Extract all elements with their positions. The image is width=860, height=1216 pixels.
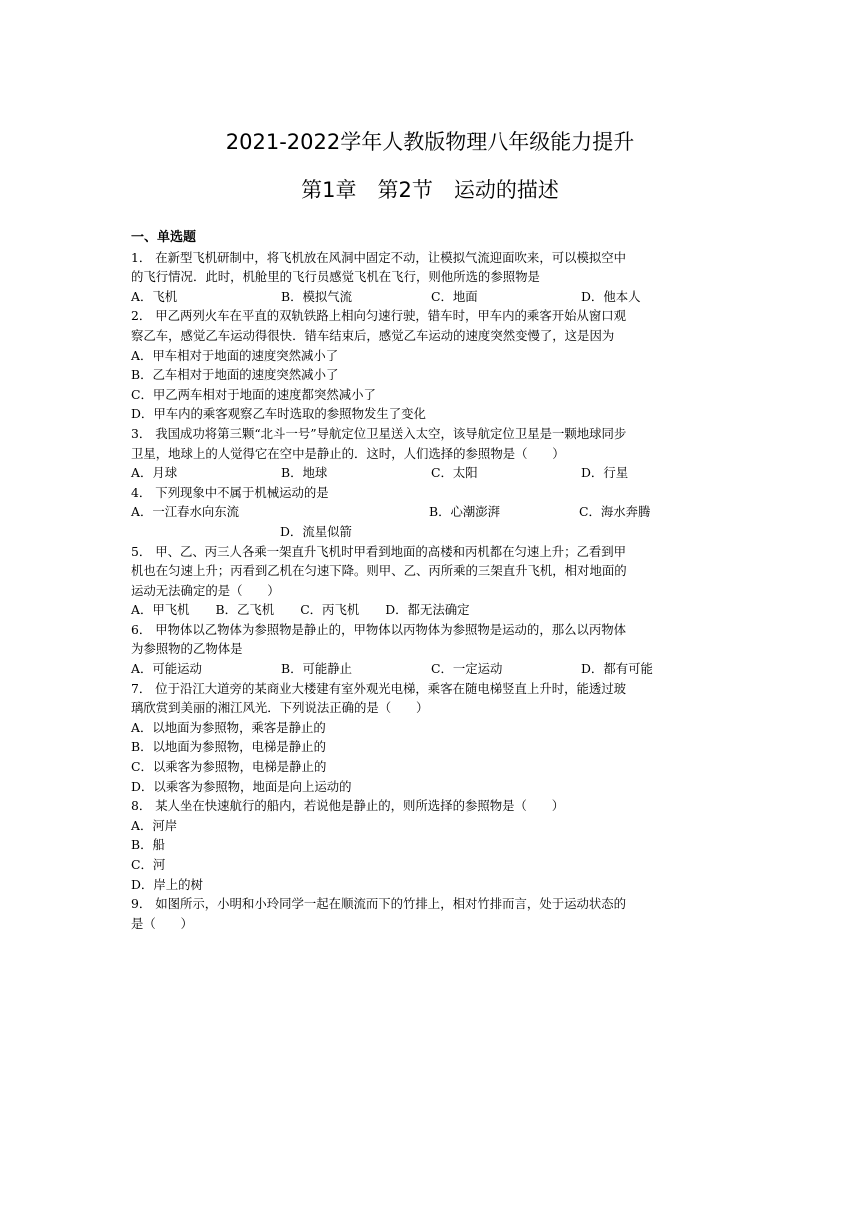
question-list: [131, 228, 731, 933]
question-text: 9． 如图所示，小明和小玲同学一起在顺流而下的竹排上，相对竹排而言，处于运动状态的: [131, 896, 627, 912]
option-c: C．太阳: [431, 465, 478, 481]
question-text: 运动无法确定的是（ ）: [131, 582, 280, 598]
option-d: D．他本人: [581, 288, 641, 304]
question-1: [131, 248, 731, 307]
option-a: A．飞机: [131, 288, 178, 304]
option-d: D．行星: [581, 465, 629, 481]
option-d: D．都有可能: [581, 661, 653, 677]
question-text: 2． 甲乙两列火车在平直的双轨铁路上相向匀速行驶，错车时，甲车内的乘客开始从窗口观: [131, 308, 627, 324]
option-d: D．甲车内的乘客观察乙车时选取的参照物发生了变化: [131, 406, 426, 422]
option-row: [131, 502, 731, 522]
question-7: [131, 679, 731, 797]
option-c: C．一定运动: [431, 661, 503, 677]
option-d: D．都无法确定: [385, 602, 470, 618]
question-5: [131, 542, 731, 620]
question-9: [131, 894, 731, 933]
option-b: B．乙车相对于地面的速度突然减小了: [131, 367, 339, 383]
option-row: [131, 659, 731, 679]
option-row: [131, 600, 731, 620]
option-b: B．以地面为参照物，电梯是静止的: [131, 739, 326, 755]
question-8: [131, 796, 731, 894]
option-c: C．地面: [431, 288, 478, 304]
question-2: [131, 306, 731, 424]
option-c: C．以乘客为参照物，电梯是静止的: [131, 759, 327, 775]
question-text: 1． 在新型飞机研制中，将飞机放在风洞中固定不动，让模拟气流迎面吹来，可以模拟空中: [131, 249, 627, 265]
option-a: A．可能运动: [131, 661, 202, 677]
option-a: A．河岸: [131, 817, 178, 833]
question-text: 5． 甲、乙、丙三人各乘一架直升飞机时甲看到地面的高楼和丙机都在匀速上升；乙看到甲: [131, 543, 627, 559]
document-title: 2021-2022学年人教版物理八年级能力提升: [225, 130, 635, 154]
option-b: B．船: [131, 837, 165, 853]
option-b: B．乙飞机: [215, 602, 275, 618]
option-a: A．月球: [131, 465, 178, 481]
question-text: 为参照物的乙物体是: [131, 641, 243, 657]
option-b: B．可能静止: [281, 661, 353, 677]
question-text: 的飞行情况．此时，机舱里的飞行员感觉飞机在飞行，则他所选的参照物是: [131, 269, 540, 285]
section-heading: 一、单选题: [131, 230, 197, 245]
question-4: [131, 483, 731, 542]
option-d: D．流星似箭: [280, 523, 352, 539]
document-subtitle: 第1章 第2节 运动的描述: [301, 178, 559, 202]
question-text: 机也在匀速上升；丙看到乙机在匀速下降。则甲、乙、丙所乘的三架直升飞机，相对地面的: [131, 563, 627, 579]
option-d: D．岸上的树: [131, 876, 203, 892]
option-c: C．甲乙两车相对于地面的速度都突然减小了: [131, 386, 376, 402]
option-c: C．河: [131, 857, 166, 872]
question-text: 4． 下列现象中不属于机械运动的是: [131, 484, 329, 500]
option-b: B．模拟气流: [281, 288, 353, 304]
option-row: [131, 287, 731, 307]
question-text: 3． 我国成功将第三颗“北斗一号”导航定位卫星送入太空，该导航定位卫星是一颗地球同步: [131, 425, 627, 441]
option-b: B．心潮澎湃: [429, 504, 501, 520]
question-text: 璃欣赏到美丽的湘江风光．下列说法正确的是（ ）: [131, 700, 429, 716]
option-a: A．甲飞机: [131, 602, 190, 618]
question-3: [131, 424, 731, 483]
option-d: D．以乘客为参照物，地面是向上运动的: [131, 778, 352, 794]
option-c: C．丙飞机: [300, 602, 360, 618]
option-a: A．以地面为参照物，乘客是静止的: [131, 719, 326, 735]
question-text: 察乙车，感觉乙车运动得很快．错车结束后，感觉乙车运动的速度突然变慢了，这是因为: [131, 327, 615, 343]
option-a: A．一江春水向东流: [131, 504, 240, 520]
option-b: B．地球: [281, 465, 328, 481]
question-text: 是（ ）: [131, 915, 193, 931]
option-c: C．海水奔腾: [579, 504, 651, 520]
question-text: 6． 甲物体以乙物体为参照物是静止的，甲物体以丙物体为参照物是运动的，那么以丙物体: [131, 621, 627, 637]
question-text: 7． 位于沿江大道旁的某商业大楼建有室外观光电梯，乘客在随电梯竖直上升时，能透过玻: [131, 680, 627, 696]
question-text: 8． 某人坐在快速航行的船内，若说他是静止的，则所选择的参照物是（ ）: [131, 798, 565, 814]
question-6: [131, 620, 731, 679]
question-text: 卫星，地球上的人觉得它在空中是静止的．这时，人们选择的参照物是（ ）: [131, 445, 565, 461]
option-a: A．甲车相对于地面的速度突然减小了: [131, 347, 339, 363]
option-row: [131, 463, 731, 483]
